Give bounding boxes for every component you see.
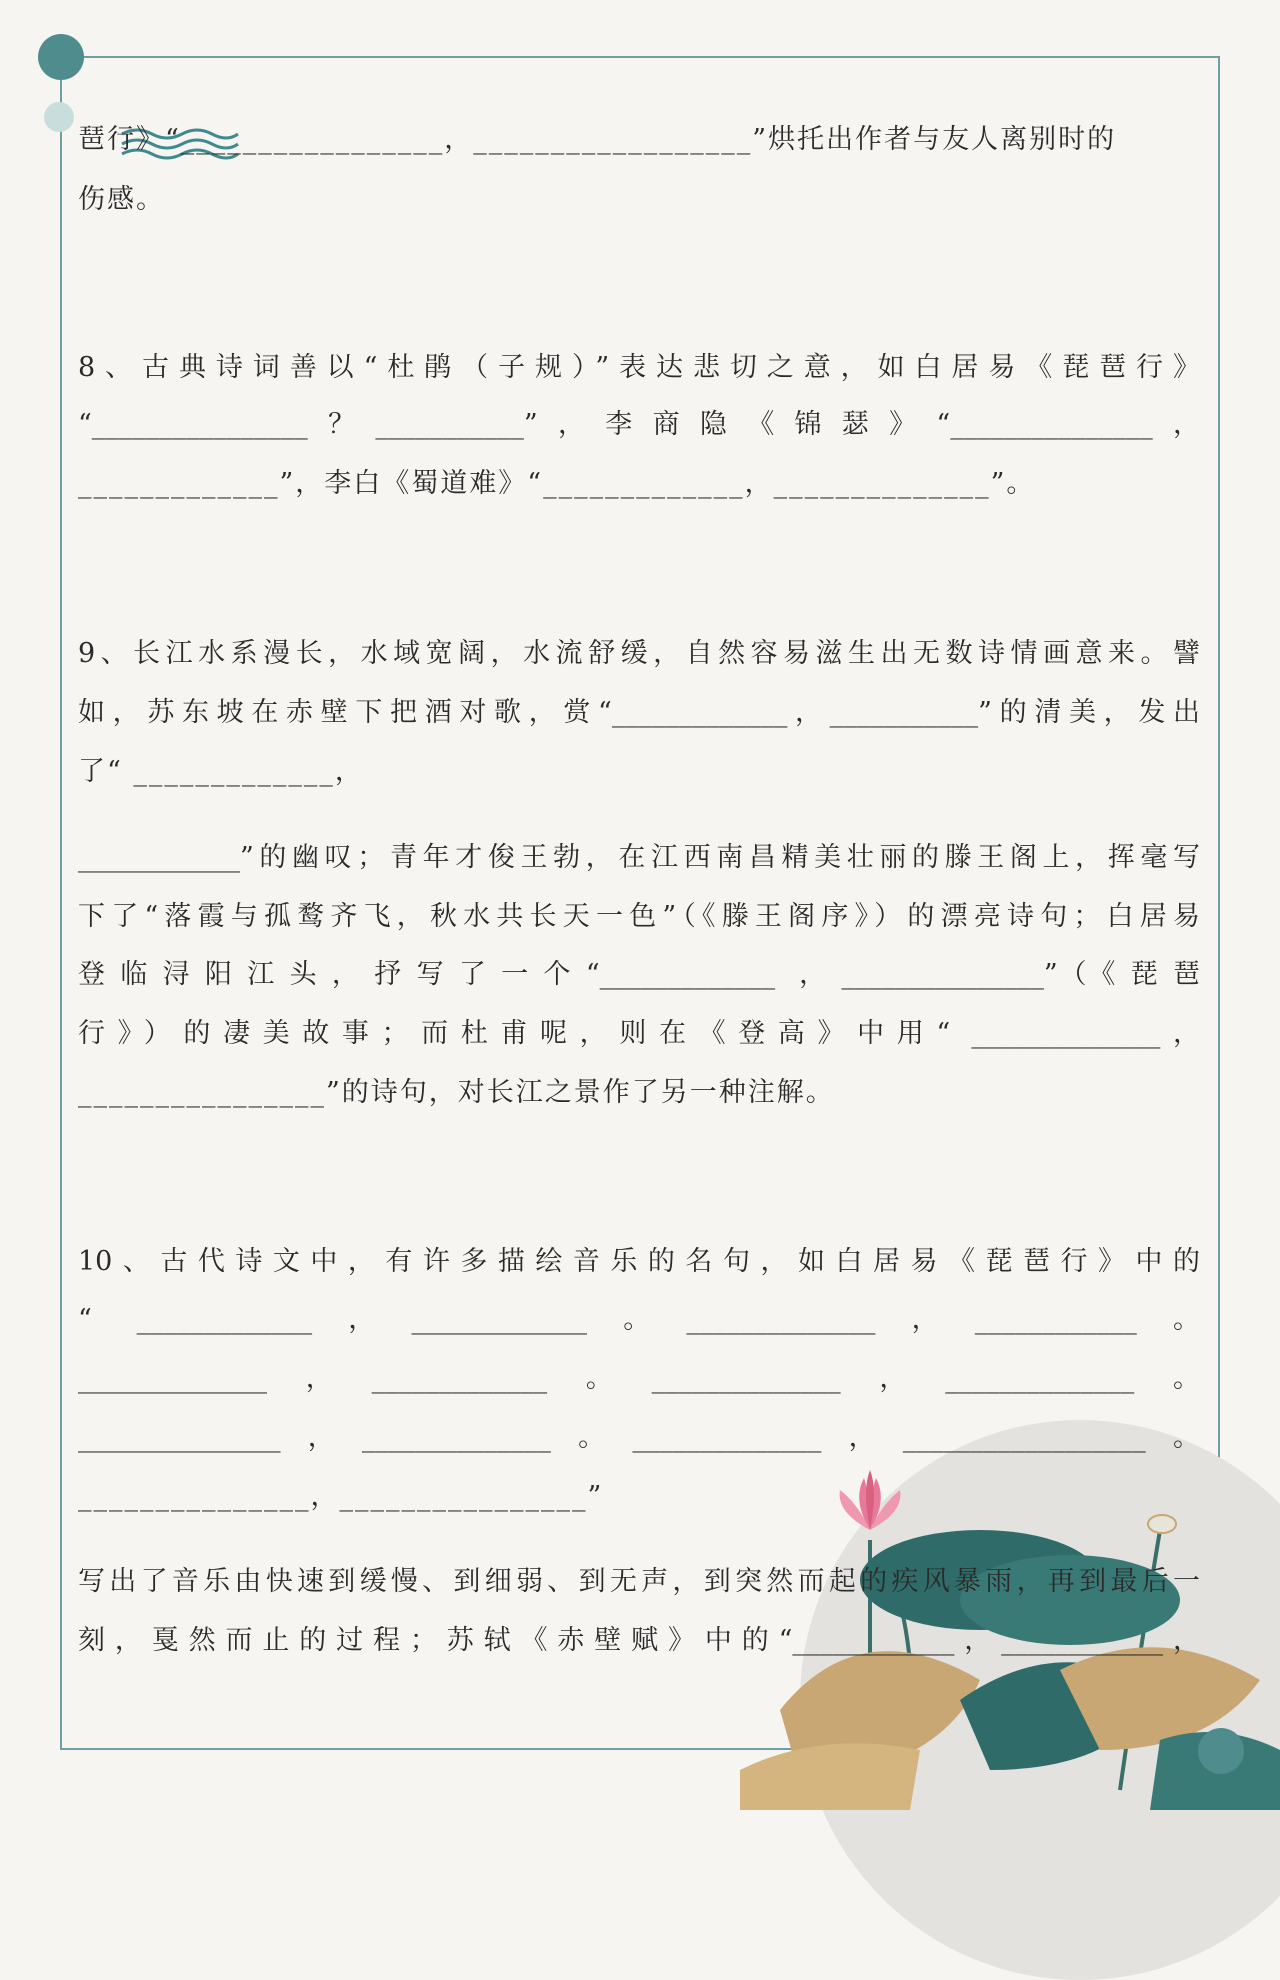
question-8-line: “________________？___________”，李商隐《锦瑟》“_______________， xyxy=(78,409,1200,440)
question-10-line: 写出了音乐由快速到缓慢、到细弱、到无声，到突然而起的疾风暴雨，再到最后一 xyxy=(78,1566,1200,1597)
text-line: 琶行》“_________________，__________________”烘托出作者与友人离别时的 xyxy=(78,124,1117,155)
decor-circle-bottom xyxy=(1198,1728,1244,1774)
question-10-line: 刻，戛然而止的过程；苏轼《赤壁赋》中的“____________，____________， xyxy=(78,1625,1200,1656)
question-9-line: 如，苏东坡在赤壁下把酒对歌，赏“_____________，___________”的清美，发出 xyxy=(78,697,1200,728)
question-9-line: 行》）的凄美故事；而杜甫呢，则在《登高》中用“ ______________， xyxy=(78,1018,1200,1049)
decor-circle-top xyxy=(38,34,84,80)
text-line: 伤感。 xyxy=(78,184,165,215)
question-10-line: “ _____________，_____________。______________，____________。 xyxy=(78,1304,1200,1335)
question-9-line: ________________”的诗句，对长江之景作了另一种注解。 xyxy=(78,1077,835,1108)
question-9-line: 下了“落霞与孤鹜齐飞，秋水共长天一色”（《滕王阁序》）的漂亮诗句；白居易 xyxy=(78,901,1200,932)
question-10-line: _______________，________________” xyxy=(78,1481,604,1512)
question-8-line: 8、古典诗词善以“杜鹃（子规）”表达悲切之意，如白居易《琵琶行》 xyxy=(78,352,1200,383)
question-10-line: _______________，______________。______________，__________________。 xyxy=(78,1422,1200,1453)
question-10-line: 10、古代诗文中，有许多描绘音乐的名句，如白居易《琵琶行》中的 xyxy=(78,1246,1200,1277)
decor-circle-small xyxy=(44,102,74,132)
question-9-line: 了“ _____________， xyxy=(78,756,364,787)
question-9-line: 9、长江水系漫长，水域宽阔，水流舒缓，自然容易滋生出无数诗情画意来。譬 xyxy=(78,638,1200,669)
question-8-line: _____________”，李白《蜀道难》“_____________，______________”。 xyxy=(78,468,1036,499)
question-9-line: ____________”的幽叹；青年才俊王勃，在江西南昌精美壮丽的滕王阁上，挥毫写 xyxy=(78,842,1200,873)
question-10-line: ______________，_____________。______________，______________。 xyxy=(78,1363,1200,1394)
question-9-line: 登临浔阳江头，抒写了一个“_____________ ，_______________”（《琵琶 xyxy=(78,959,1200,990)
